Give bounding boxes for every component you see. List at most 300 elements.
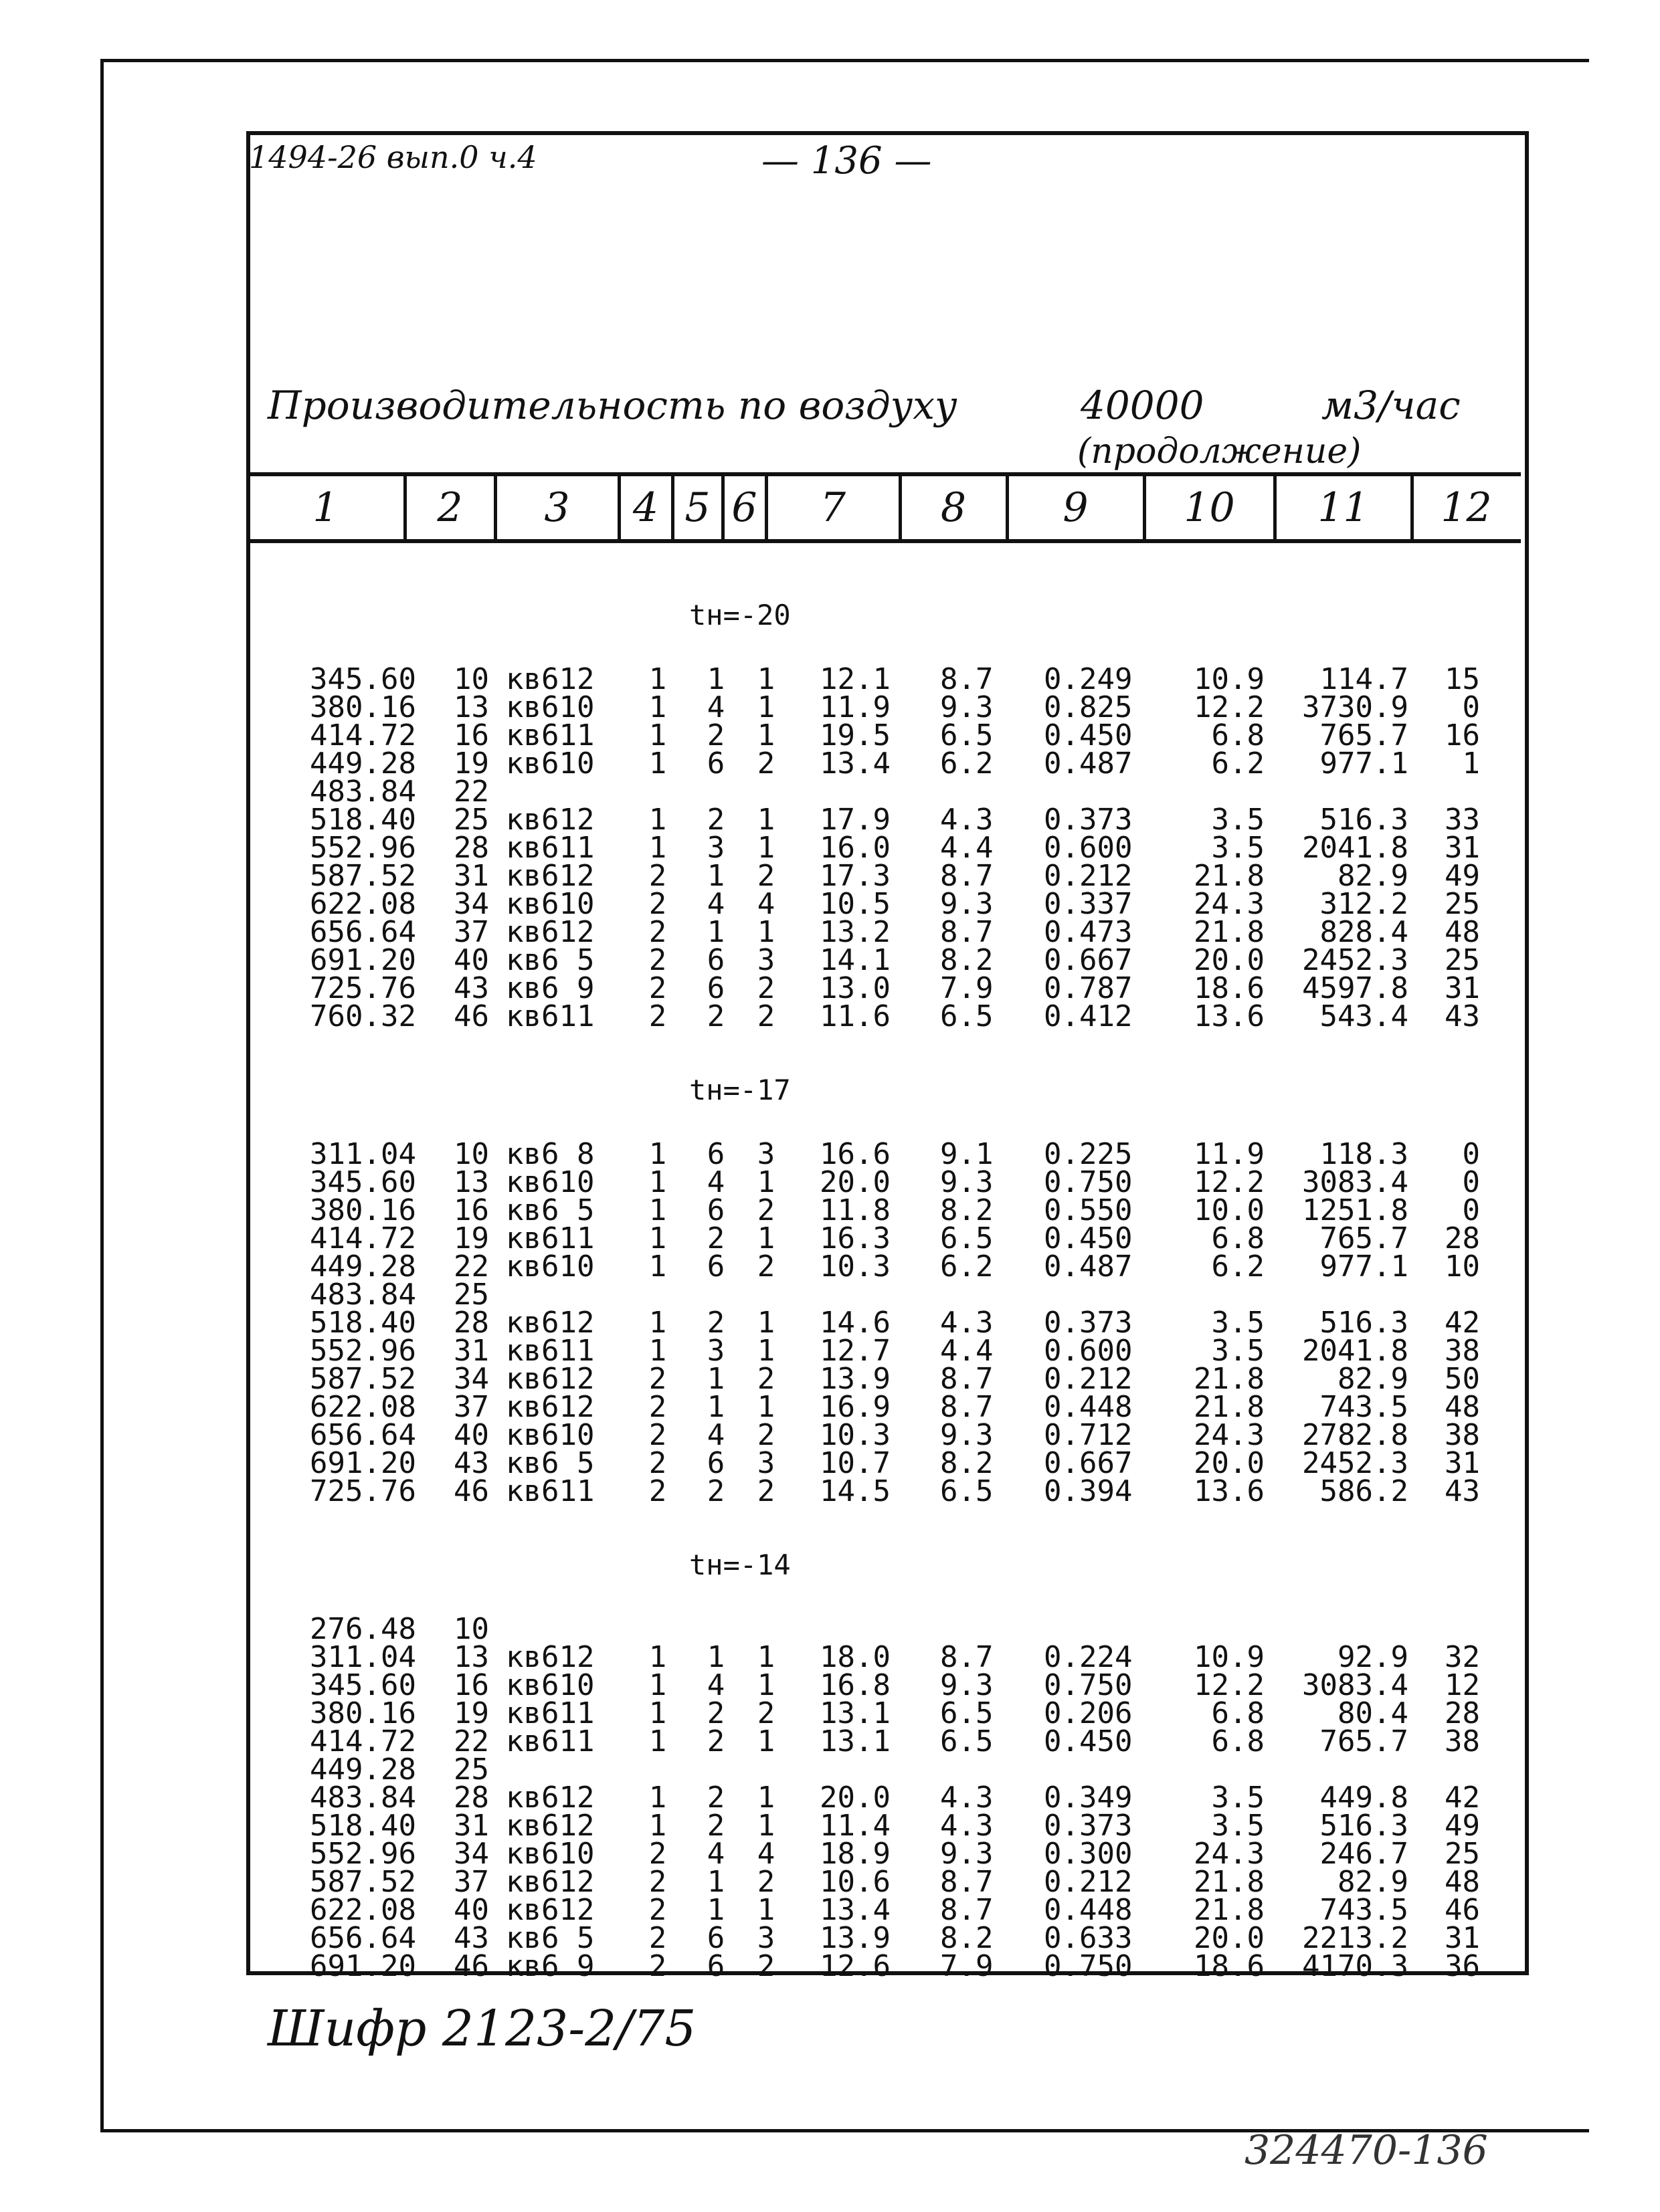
cell-col-8: 6.5 [940,1724,994,1758]
cell-col-4: 2 [648,1837,667,1871]
table-row [0,690,1660,724]
column-divider [494,476,497,539]
table-row [0,1612,1660,1646]
table-row [0,971,1660,1005]
cell-col-6: 1 [757,1724,775,1758]
cell-col-6: 2 [757,1418,775,1452]
cell-col-1: 656.64 [310,1921,416,1955]
cell-col-8: 6.5 [940,1474,994,1508]
cell-col-1: 622.08 [310,1893,416,1927]
cell-col-8: 8.7 [940,1390,994,1424]
cell-col-6: 2 [757,859,775,893]
cell-col-10: 11.9 [1194,1137,1265,1171]
cell-col-9: 0.633 [1044,1921,1133,1955]
cell-col-5: 1 [707,1865,725,1899]
cell-col-1: 552.96 [310,1334,416,1368]
cell-col-8: 9.3 [940,1165,994,1199]
cell-col-3: кв612 [506,803,595,837]
cell-col-5: 1 [707,662,725,696]
cell-col-2: 37 [454,915,489,949]
cell-col-10: 13.6 [1194,999,1265,1033]
cell-col-10: 6.2 [1211,746,1265,781]
cell-col-4: 2 [648,1446,667,1480]
cell-col-10: 18.6 [1194,1949,1265,1983]
cell-col-9: 0.373 [1044,1809,1133,1843]
cell-col-1: 725.76 [310,1474,416,1508]
cell-col-8: 4.3 [940,803,994,837]
cell-col-2: 37 [454,1390,489,1424]
cell-col-7: 16.3 [820,1221,891,1255]
table-row [0,1446,1660,1480]
cell-col-8: 4.4 [940,1334,994,1368]
column-header-3: 3 [544,484,570,531]
cell-col-10: 3.5 [1211,1334,1265,1368]
cell-col-3: кв610 [506,1418,595,1452]
cell-col-3: кв611 [506,1724,595,1758]
cell-col-3: кв610 [506,746,595,781]
cell-col-11: 3083.4 [1302,1165,1408,1199]
cell-col-2: 43 [454,1921,489,1955]
cell-col-8: 8.2 [940,943,994,977]
cell-col-8: 4.3 [940,1306,994,1340]
cell-col-10: 21.8 [1194,1390,1265,1424]
cell-col-6: 2 [757,1949,775,1983]
cell-col-3: кв612 [506,1362,595,1396]
cell-col-5: 1 [707,1640,725,1674]
table-row [0,1249,1660,1284]
cell-col-5: 1 [707,915,725,949]
cell-col-5: 2 [707,999,725,1033]
cell-col-3: кв6 5 [506,1193,595,1227]
cell-col-3: кв612 [506,1640,595,1674]
section-label: tн=-14 [689,1548,791,1581]
cell-col-3: кв6 8 [506,1137,595,1171]
cell-col-2: 13 [454,690,489,724]
column-header-11: 11 [1317,484,1369,531]
cell-col-7: 12.6 [820,1949,891,1983]
cell-col-8: 9.3 [940,690,994,724]
cell-col-7: 16.6 [820,1137,891,1171]
column-divider [671,476,674,539]
cipher-label: Шифр 2123-2/75 [268,2000,697,2057]
cell-col-11: 2452.3 [1302,1446,1408,1480]
cell-col-11: 765.7 [1319,1724,1408,1758]
cell-col-2: 22 [454,1249,489,1284]
cell-col-7: 13.9 [820,1921,891,1955]
cell-col-5: 1 [707,859,725,893]
cell-col-10: 24.3 [1194,1837,1265,1871]
column-divider [618,476,621,539]
cell-col-2: 34 [454,1362,489,1396]
cell-col-5: 2 [707,1809,725,1843]
column-header-5: 5 [684,484,711,531]
cell-col-11: 2041.8 [1302,1334,1408,1368]
table-row [0,746,1660,781]
cell-col-2: 40 [454,1418,489,1452]
cell-col-11: 449.8 [1319,1781,1408,1815]
cell-col-4: 2 [648,1418,667,1452]
cell-col-7: 17.3 [820,859,891,893]
cell-col-9: 0.473 [1044,915,1133,949]
table-row [0,1921,1660,1955]
table-row [0,775,1660,809]
cell-col-12: 0 [1462,1165,1480,1199]
cell-col-7: 16.9 [820,1390,891,1424]
cell-col-10: 24.3 [1194,1418,1265,1452]
cell-col-12: 50 [1445,1362,1480,1396]
cell-col-1: 656.64 [310,915,416,949]
cell-col-6: 2 [757,999,775,1033]
cell-col-4: 1 [648,1640,667,1674]
cell-col-12: 25 [1445,1837,1480,1871]
cell-col-1: 552.96 [310,1837,416,1871]
cell-col-6: 1 [757,1221,775,1255]
cell-col-4: 1 [648,1724,667,1758]
cell-col-7: 14.5 [820,1474,891,1508]
cell-col-2: 43 [454,1446,489,1480]
cell-col-9: 0.712 [1044,1418,1133,1452]
cell-col-3: кв612 [506,1865,595,1899]
cell-col-9: 0.450 [1044,718,1133,752]
table-row [0,1306,1660,1340]
cell-col-8: 8.2 [940,1921,994,1955]
cell-col-3: кв611 [506,1696,595,1730]
cell-col-2: 34 [454,1837,489,1871]
cell-col-4: 1 [648,662,667,696]
cell-col-7: 18.9 [820,1837,891,1871]
cell-col-12: 0 [1462,690,1480,724]
cell-col-5: 6 [707,1949,725,1983]
cell-col-5: 2 [707,1781,725,1815]
column-header-12: 12 [1441,484,1492,531]
cell-col-7: 16.0 [820,831,891,865]
column-header-2: 2 [437,484,463,531]
cell-col-1: 345.60 [310,1668,416,1702]
cell-col-6: 2 [757,971,775,1005]
cell-col-1: 414.72 [310,1724,416,1758]
cell-col-8: 6.5 [940,1696,994,1730]
cell-col-3: кв612 [506,859,595,893]
cell-col-9: 0.750 [1044,1949,1133,1983]
cell-col-3: кв6 9 [506,1949,595,1983]
cell-col-9: 0.337 [1044,887,1133,921]
cell-col-4: 1 [648,746,667,781]
cell-col-11: 765.7 [1319,1221,1408,1255]
cell-col-9: 0.373 [1044,1306,1133,1340]
cell-col-5: 6 [707,1193,725,1227]
cell-col-11: 828.4 [1319,915,1408,949]
cell-col-5: 6 [707,971,725,1005]
continuation-note: (продолжение) [1077,431,1362,472]
cell-col-7: 10.3 [820,1418,891,1452]
page-title: Производительность по воздуху [268,383,957,428]
cell-col-1: 760.32 [310,999,416,1033]
cell-col-6: 1 [757,1640,775,1674]
cell-col-1: 656.64 [310,1418,416,1452]
cell-col-10: 6.8 [1211,1696,1265,1730]
cell-col-8: 9.3 [940,887,994,921]
cell-col-6: 2 [757,1696,775,1730]
cell-col-12: 32 [1445,1640,1480,1674]
cell-col-7: 12.1 [820,662,891,696]
column-divider [765,476,768,539]
cell-col-7: 19.5 [820,718,891,752]
cell-col-12: 15 [1445,662,1480,696]
cell-col-11: 977.1 [1319,746,1408,781]
cell-col-6: 3 [757,1137,775,1171]
cell-col-7: 13.1 [820,1696,891,1730]
cell-col-1: 518.40 [310,1306,416,1340]
cell-col-11: 743.5 [1319,1390,1408,1424]
cell-col-6: 2 [757,1362,775,1396]
cell-col-6: 2 [757,1474,775,1508]
cell-col-2: 28 [454,1781,489,1815]
cell-col-1: 518.40 [310,803,416,837]
cell-col-7: 20.0 [820,1165,891,1199]
cell-col-12: 25 [1445,887,1480,921]
cell-col-11: 3730.9 [1302,690,1408,724]
cell-col-7: 10.6 [820,1865,891,1899]
cell-col-11: 82.9 [1338,1865,1408,1899]
cell-col-6: 2 [757,1193,775,1227]
cell-col-9: 0.487 [1044,746,1133,781]
cell-col-5: 4 [707,1418,725,1452]
cell-col-9: 0.412 [1044,999,1133,1033]
cell-col-1: 380.16 [310,1696,416,1730]
cell-col-2: 22 [454,775,489,809]
cell-col-10: 21.8 [1194,1362,1265,1396]
cell-col-8: 7.9 [940,1949,994,1983]
cell-col-9: 0.667 [1044,943,1133,977]
cell-col-7: 14.1 [820,943,891,977]
cell-col-10: 3.5 [1211,1809,1265,1843]
cell-col-7: 20.0 [820,1781,891,1815]
cell-col-6: 2 [757,1865,775,1899]
cell-col-12: 31 [1445,831,1480,865]
cell-col-4: 2 [648,1362,667,1396]
cell-col-5: 1 [707,1362,725,1396]
cell-col-2: 16 [454,1193,489,1227]
cell-col-12: 28 [1445,1696,1480,1730]
cell-col-10: 6.8 [1211,1221,1265,1255]
cell-col-4: 2 [648,1921,667,1955]
cell-col-12: 10 [1445,1249,1480,1284]
cell-col-1: 345.60 [310,662,416,696]
cell-col-8: 8.7 [940,1865,994,1899]
cell-col-4: 2 [648,1865,667,1899]
cell-col-6: 1 [757,690,775,724]
table-row [0,1837,1660,1871]
cell-col-1: 622.08 [310,887,416,921]
cell-col-10: 3.5 [1211,1306,1265,1340]
cell-col-12: 38 [1445,1334,1480,1368]
cell-col-5: 2 [707,1221,725,1255]
cell-col-1: 483.84 [310,1781,416,1815]
cell-col-11: 3083.4 [1302,1668,1408,1702]
cell-col-2: 19 [454,1221,489,1255]
cell-col-10: 10.9 [1194,662,1265,696]
air-capacity-value: 40000 [1081,383,1204,428]
cell-col-2: 43 [454,971,489,1005]
cell-col-8: 6.2 [940,746,994,781]
cell-col-12: 42 [1445,1781,1480,1815]
cell-col-5: 2 [707,718,725,752]
cell-col-7: 12.7 [820,1334,891,1368]
cell-col-12: 48 [1445,1865,1480,1899]
cell-col-1: 311.04 [310,1640,416,1674]
cell-col-2: 22 [454,1724,489,1758]
cell-col-2: 25 [454,803,489,837]
cell-col-11: 82.9 [1338,1362,1408,1396]
cell-col-11: 80.4 [1338,1696,1408,1730]
cell-col-8: 8.7 [940,859,994,893]
cell-col-6: 1 [757,718,775,752]
cell-col-5: 6 [707,1921,725,1955]
cell-col-12: 31 [1445,1921,1480,1955]
cell-col-6: 1 [757,915,775,949]
cell-col-10: 20.0 [1194,943,1265,977]
cell-col-1: 345.60 [310,1165,416,1199]
archive-number: 324470-136 [1244,2127,1488,2174]
cell-col-3: кв611 [506,1221,595,1255]
cell-col-1: 518.40 [310,1809,416,1843]
table-row [0,1640,1660,1674]
cell-col-10: 12.2 [1194,690,1265,724]
cell-col-9: 0.600 [1044,1334,1133,1368]
cell-col-12: 31 [1445,971,1480,1005]
cell-col-2: 19 [454,1696,489,1730]
cell-col-12: 1 [1462,746,1480,781]
cell-col-8: 7.9 [940,971,994,1005]
cell-col-11: 977.1 [1319,1249,1408,1284]
cell-col-5: 6 [707,1137,725,1171]
cell-col-4: 1 [648,1306,667,1340]
cell-col-1: 587.52 [310,1362,416,1396]
cell-col-1: 449.28 [310,746,416,781]
cell-col-2: 16 [454,718,489,752]
cell-col-11: 1251.8 [1302,1193,1408,1227]
cell-col-4: 1 [648,1165,667,1199]
column-header-row [246,472,1521,543]
cell-col-8: 9.3 [940,1418,994,1452]
cell-col-10: 20.0 [1194,1446,1265,1480]
cell-col-1: 587.52 [310,859,416,893]
cell-col-5: 1 [707,1390,725,1424]
cell-col-12: 25 [1445,943,1480,977]
cell-col-4: 1 [648,1137,667,1171]
cell-col-10: 10.0 [1194,1193,1265,1227]
cell-col-5: 1 [707,1893,725,1927]
cell-col-11: 2213.2 [1302,1921,1408,1955]
cell-col-4: 1 [648,1193,667,1227]
cell-col-1: 449.28 [310,1249,416,1284]
cell-col-5: 4 [707,887,725,921]
cell-col-9: 0.394 [1044,1474,1133,1508]
table-row [0,831,1660,865]
cell-col-12: 36 [1445,1949,1480,1983]
cell-col-5: 2 [707,1696,725,1730]
table-row [0,1221,1660,1255]
cell-col-6: 2 [757,746,775,781]
cell-col-7: 11.9 [820,690,891,724]
table-row [0,915,1660,949]
table-row [0,1781,1660,1815]
cell-col-9: 0.667 [1044,1446,1133,1480]
table-row [0,859,1660,893]
cell-col-12: 49 [1445,1809,1480,1843]
cell-col-9: 0.212 [1044,1362,1133,1396]
table-row [0,1137,1660,1171]
cell-col-1: 552.96 [310,831,416,865]
cell-col-4: 2 [648,943,667,977]
cell-col-4: 2 [648,999,667,1033]
cell-col-4: 2 [648,1390,667,1424]
table-row [0,943,1660,977]
cell-col-5: 6 [707,1446,725,1480]
cell-col-6: 3 [757,1446,775,1480]
cell-col-2: 28 [454,831,489,865]
cell-col-2: 40 [454,1893,489,1927]
cell-col-8: 8.7 [940,1893,994,1927]
cell-col-9: 0.448 [1044,1390,1133,1424]
cell-col-11: 114.7 [1319,662,1408,696]
cell-col-2: 10 [454,1612,489,1646]
cell-col-7: 13.4 [820,746,891,781]
cell-col-11: 2041.8 [1302,831,1408,865]
cell-col-3: кв611 [506,1334,595,1368]
table-row [0,1474,1660,1508]
cell-col-11: 4170.3 [1302,1949,1408,1983]
cell-col-4: 2 [648,887,667,921]
table-row [0,718,1660,752]
column-header-6: 6 [731,484,757,531]
table-row [0,662,1660,696]
cell-col-5: 6 [707,943,725,977]
cell-col-5: 3 [707,831,725,865]
table-row [0,1362,1660,1396]
cell-col-11: 82.9 [1338,859,1408,893]
cell-col-6: 1 [757,1390,775,1424]
cell-col-9: 0.212 [1044,1865,1133,1899]
cell-col-12: 38 [1445,1724,1480,1758]
cell-col-8: 4.3 [940,1781,994,1815]
cell-col-5: 6 [707,1249,725,1284]
cell-col-4: 2 [648,915,667,949]
cell-col-11: 743.5 [1319,1893,1408,1927]
cell-col-1: 691.20 [310,943,416,977]
cell-col-10: 13.6 [1194,1474,1265,1508]
cell-col-5: 4 [707,690,725,724]
cell-col-11: 312.2 [1319,887,1408,921]
cell-col-4: 1 [648,1249,667,1284]
cell-col-4: 1 [648,831,667,865]
cell-col-12: 33 [1445,803,1480,837]
cell-col-2: 34 [454,887,489,921]
cell-col-1: 380.16 [310,690,416,724]
cell-col-8: 9.3 [940,1668,994,1702]
cell-col-12: 46 [1445,1893,1480,1927]
cell-col-7: 10.5 [820,887,891,921]
cell-col-9: 0.224 [1044,1640,1133,1674]
cell-col-6: 1 [757,1893,775,1927]
cell-col-9: 0.787 [1044,971,1133,1005]
cell-col-10: 12.2 [1194,1668,1265,1702]
column-divider [1006,476,1009,539]
cell-col-3: кв6 5 [506,1921,595,1955]
cell-col-2: 13 [454,1640,489,1674]
cell-col-6: 1 [757,1306,775,1340]
cell-col-10: 21.8 [1194,1893,1265,1927]
